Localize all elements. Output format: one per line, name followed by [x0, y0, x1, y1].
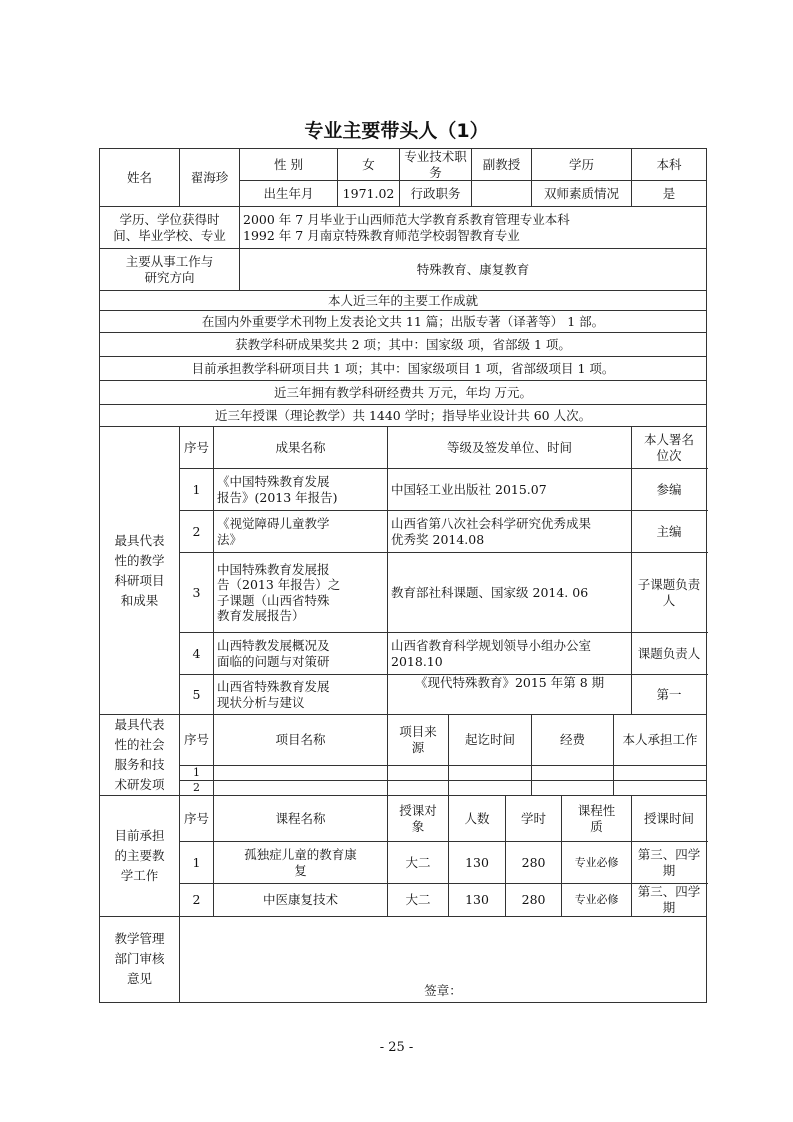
rep-research-label	[100, 427, 180, 715]
title-value: 副教授	[472, 149, 532, 181]
label-line: 最具代表	[114, 532, 165, 548]
col-header-no: 序号	[180, 796, 214, 842]
course-name-line: 复	[294, 862, 307, 878]
label-line: 意见	[126, 971, 152, 986]
col-header-source	[388, 715, 449, 766]
gender-label: 性 别	[240, 149, 338, 181]
achievement-row: 目前承担教学科研项目共 1 项；其中：国家级项目 1 项，省部级项目 1 项。	[100, 357, 707, 381]
course-hours: 280	[506, 842, 562, 884]
degree-label-line: 间、毕业学校、专业	[113, 227, 226, 243]
service-period	[449, 765, 532, 780]
header-line: 象	[411, 818, 425, 834]
research-name-line: 子课题（山西省特殊	[217, 592, 330, 608]
research-name-line: 中国特殊教育发展报	[217, 561, 330, 577]
research-no: 3	[180, 553, 214, 633]
header-line: 位次	[656, 447, 682, 463]
service-role	[614, 781, 707, 796]
achievements-header: 本人近三年的主要工作成就	[100, 291, 707, 311]
research-name-line: 报告》(2013 年报告)	[217, 489, 338, 505]
service-name	[214, 781, 388, 796]
page-title: 专业主要带头人（1）	[304, 120, 489, 142]
review-sign: 签章：	[424, 982, 462, 998]
research-no: 4	[180, 633, 214, 675]
leader-form-table	[99, 148, 707, 1003]
course-no: 1	[180, 842, 214, 884]
research-name-line: 《视觉障碍儿童教学	[217, 516, 330, 532]
research-name-line: 山西省特殊教育发展	[217, 679, 330, 695]
col-header-level: 等级及签发单位、时间	[388, 427, 632, 469]
research-level	[388, 553, 632, 633]
col-header-sign	[632, 427, 707, 469]
research-level-line: 2018.10	[391, 653, 443, 669]
col-header-no: 序号	[180, 427, 214, 469]
page-number: - 25 -	[379, 1040, 414, 1055]
label-line: 和成果	[120, 592, 159, 608]
achievement-row: 获教学科研成果奖共 2 项；其中：国家级 项，省部级 1 项。	[100, 333, 707, 357]
teaching-label	[100, 796, 180, 916]
research-name-line: 法》	[217, 531, 243, 547]
label-line: 目前承担	[114, 827, 165, 843]
research-name	[214, 633, 388, 675]
name-value: 翟海珍	[180, 149, 240, 207]
label-line: 的主要教	[114, 847, 165, 863]
research-level-line: 山西省第八次社会科学研究优秀成果	[391, 516, 592, 532]
col-header-hours: 学时	[506, 796, 562, 842]
dual-value: 是	[632, 181, 707, 207]
service-fund	[532, 765, 614, 780]
course-nature: 专业必修	[562, 884, 632, 916]
birth-value: 1971.02	[338, 181, 400, 207]
research-name-line: 《中国特殊教育发展	[217, 474, 330, 490]
research-level	[388, 511, 632, 553]
col-header-time: 授课时间	[632, 796, 707, 842]
title-label: 专业技术职务	[400, 149, 472, 181]
research-level	[388, 633, 632, 675]
col-header-project: 项目名称	[214, 715, 388, 766]
label-line: 服务和技	[114, 757, 165, 773]
research-name	[214, 511, 388, 553]
research-level-line: 中国轻工业出版社 2015.07	[391, 481, 547, 497]
col-header-fund: 经费	[532, 715, 614, 766]
service-role	[614, 765, 707, 780]
label-line: 科研项目	[114, 572, 165, 588]
research-sign: 课题负责人	[632, 633, 707, 675]
col-header-course: 课程名称	[214, 796, 388, 842]
label-line: 术研发项	[114, 777, 165, 793]
header-line: 课程性	[577, 803, 616, 819]
service-name	[214, 765, 388, 780]
col-header-name: 成果名称	[214, 427, 388, 469]
research-no: 2	[180, 511, 214, 553]
gender-value: 女	[338, 149, 400, 181]
col-header-period: 起讫时间	[449, 715, 532, 766]
course-count: 130	[449, 884, 506, 916]
research-level-line: 《现代特殊教育》2015 年第 8 期	[414, 675, 605, 691]
header-line: 质	[590, 818, 603, 834]
review-label	[100, 916, 180, 1002]
degree-label	[100, 207, 240, 249]
course-time: 第三、四学期	[632, 884, 707, 916]
research-name-line: 山西特教发展概况及	[217, 638, 330, 654]
course-target: 大二	[388, 842, 449, 884]
research-sign: 主编	[632, 511, 707, 553]
col-header-count: 人数	[449, 796, 506, 842]
header-line: 源	[411, 740, 425, 756]
service-label	[100, 715, 180, 796]
admin-label: 行政职务	[400, 181, 472, 207]
edu-value: 本科	[632, 149, 707, 181]
achievement-row: 近三年拥有教学科研经费共 万元，年均 万元。	[100, 381, 707, 405]
achievement-row: 近三年授课（理论教学）共 1440 学时；指导毕业设计共 60 人次。	[100, 405, 707, 427]
degree-line: 1992 年 7 月南京特殊教育师范学校弱智教育专业	[243, 227, 520, 243]
service-source	[388, 781, 449, 796]
course-name	[214, 842, 388, 884]
course-nature: 专业必修	[562, 842, 632, 884]
course-target: 大二	[388, 884, 449, 916]
research-sign: 子课题负责人	[632, 553, 707, 633]
col-header-target	[388, 796, 449, 842]
degree-value	[240, 207, 707, 249]
label-line: 最具代表	[114, 717, 165, 733]
col-header-no: 序号	[180, 715, 214, 766]
achievement-row: 在国内外重要学术刊物上发表论文共 11 篇；出版专著（译著等） 1 部。	[100, 311, 707, 333]
edu-label: 学历	[532, 149, 632, 181]
research-sign: 第一	[632, 675, 707, 715]
research-name	[214, 553, 388, 633]
col-header-role: 本人承担工作	[614, 715, 707, 766]
degree-label-line: 学历、学位获得时	[119, 212, 220, 228]
course-time: 第三、四学期	[632, 842, 707, 884]
research-name	[214, 469, 388, 511]
research-name-line: 面临的问题与对策研	[217, 653, 330, 669]
course-name	[214, 884, 388, 916]
service-source	[388, 765, 449, 780]
research-no: 1	[180, 469, 214, 511]
research-level-line: 山西省教育科学规划领导小组办公室	[391, 638, 592, 654]
course-name-line: 中医康复技术	[263, 892, 339, 908]
research-level	[388, 675, 632, 715]
research-label-line: 主要从事工作与	[125, 254, 214, 270]
course-no: 2	[180, 884, 214, 916]
service-no: 1	[180, 765, 214, 780]
research-level	[388, 469, 632, 511]
header-line: 项目来	[399, 724, 437, 740]
research-label-line: 研究方向	[144, 269, 195, 285]
dual-label: 双师素质情况	[532, 181, 632, 207]
label-line: 性的教学	[114, 552, 165, 568]
research-level-line: 优秀奖 2014.08	[391, 531, 485, 547]
label-line: 学工作	[120, 867, 159, 883]
name-label: 姓名	[100, 149, 180, 207]
service-no: 2	[180, 781, 214, 796]
label-line: 部门审核	[114, 951, 165, 966]
label-line: 性的社会	[114, 737, 165, 753]
degree-line: 2000 年 7 月毕业于山西师范大学教育系教育管理专业本科	[243, 212, 570, 228]
research-level-line: 教育部社科课题、国家级 2014. 06	[391, 584, 589, 600]
header-line: 本人署名	[644, 432, 695, 448]
course-name-line: 孤独症儿童的教育康	[244, 847, 357, 863]
admin-value	[472, 181, 532, 207]
course-hours: 280	[506, 884, 562, 916]
research-name-line: 现状分析与建议	[217, 694, 305, 710]
label-line: 教学管理	[114, 931, 165, 946]
birth-label: 出生年月	[240, 181, 338, 207]
research-value: 特殊教育、康复教育	[240, 249, 707, 291]
research-sign: 参编	[632, 469, 707, 511]
research-no: 5	[180, 675, 214, 715]
course-count: 130	[449, 842, 506, 884]
research-label	[100, 249, 240, 291]
review-area	[180, 916, 707, 1002]
research-name	[214, 675, 388, 715]
header-line: 授课对	[399, 803, 437, 819]
service-period	[449, 781, 532, 796]
col-header-nature	[562, 796, 632, 842]
research-name-line: 告（2013 年报告）之	[217, 577, 341, 593]
research-name-line: 教育发展报告）	[217, 608, 305, 624]
service-fund	[532, 781, 614, 796]
